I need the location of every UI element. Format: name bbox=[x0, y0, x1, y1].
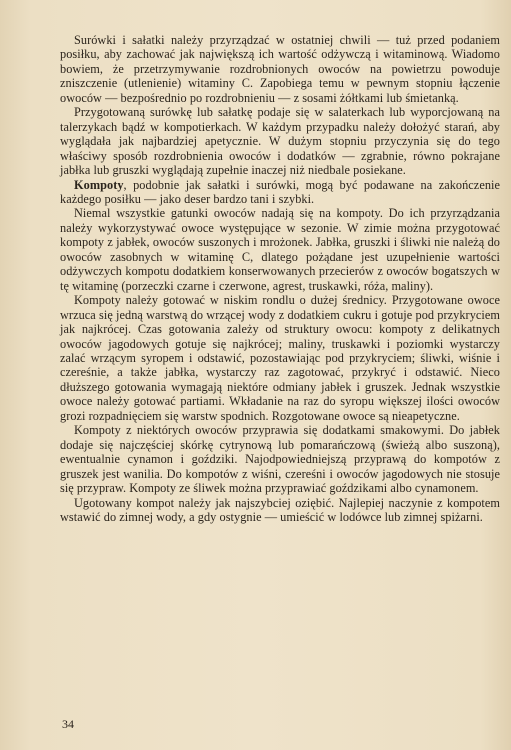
paragraph-3 bbox=[60, 178, 500, 207]
page-number: 34 bbox=[62, 717, 74, 731]
paragraph-1-text: Surówki i sałatki należy przyrządzać w ostatniej chwili — tuż przed podaniem posiłku, aby zachować jak największą ich wartość odżywczą i witaminową. Wiadomo bowiem, że przetrzymywanie rozdrobnionych owoców na powietrzu powoduje zniszczenie (utlenienie) witaminy C. Zapobiega temu w pewnym stopniu łączenie owoców — bezpośrednio po rozdrobnieniu — z sosami żółtkami lub śmietanką. bbox=[60, 33, 500, 105]
paragraph-7-text: Ugotowany kompot należy jak najszybciej oziębić. Najlepiej naczynie z kompotem wstawić do zimnej wody, a gdy ostygnie — umieścić w lodówce lub zimnej spiżarni. bbox=[60, 495, 500, 524]
paragraph-1 bbox=[60, 33, 500, 105]
paragraph-3-text: , podobnie jak sałatki i surówki, mogą być podawane na zakończenie każdego posiłku — jako deser bardzo tani i szybki. bbox=[60, 177, 500, 206]
paragraph-3-lead: Kompoty bbox=[74, 177, 124, 192]
paragraph-5 bbox=[60, 293, 500, 423]
paragraph-5-text: Kompoty należy gotować w niskim rondlu o dużej średnicy. Przygotowane owoce wrzuca się jedną warstwą do wrzącej wody z dodatkiem cukru i gotuje pod przykryciem jak najkrócej. Czas gotowania zależy od struktury owocu: kompoty z delikatnych owoców jagodowych gotuje się najkrócej; maliny, truskawki i poziomki wystarczy zalać wrzącym syropem i odstawić, pozostawiając pod przykryciem; śliwki, wiśnie i czereśnie, a także jabłka, wystarczy raz zagotować, przykryć i odstawić. Nieco dłuższego gotowania wymagają niektóre odmiany jabłek i gruszek. Jednak wszystkie owoce należy gotować partiami. Wkładanie na raz do syropu większej ilości owoców grozi rozpadnięciem się warstw spodnich. Rozgotowane owoce są nieapetyczne. bbox=[60, 293, 500, 423]
paragraph-6-text: Kompoty z niektórych owoców przyprawia się dodatkami smakowymi. Do jabłek dodaje się najczęściej skórkę cytrynową lub pomarańczową (świeżą albo suszoną), ewentualnie cynamon i goździki. Najodpowiedniejszą przyprawą do kompotów z gruszek jest wanilia. Do kompotów z wiśni, czereśni i owoców jagodowych nie stosuje się przypraw. Kompoty ze śliwek można przyprawiać goździkami albo cynamonem. bbox=[60, 423, 500, 496]
paragraph-2-text: Przygotowaną surówkę lub sałatkę podaje się w salaterkach lub wyporcjowaną na talerzykach bądź w kompotierkach. W każdym przypadku należy dołożyć starań, aby wyglądała jak najbardziej apetycznie. W dużym stopniu przyczynia się do tego właściwy sposób rozdrobnienia owoców i dodatków — zgrabnie, równo pokrajane jabłka lub gruszki wyglądają zupełnie inaczej niż niedbale posiekane. bbox=[60, 105, 500, 178]
paragraph-4 bbox=[60, 206, 500, 293]
paragraph-4-text: Niemal wszystkie gatunki owoców nadają się na kompoty. Do ich przyrządzania należy wykorzystywać owoce występujące w sezonie. W zimie można przygotować kompoty z jabłek, owoców suszonych i mrożonek. Jabłka, gruszki i śliwki nie należą do owoców zasobnych w witaminę C, dlatego pożądane jest uzupełnienie wartości odżywczych kompotu dodatkiem konserwowanych przecierów z owoców bogatszych w tę witaminę (porzeczki czarne i czerwone, agrest, truskawki, róża, maliny). bbox=[60, 206, 500, 293]
paragraph-2 bbox=[60, 105, 500, 177]
page-body-text bbox=[60, 33, 500, 524]
paragraph-7 bbox=[60, 496, 500, 525]
paragraph-6 bbox=[60, 423, 500, 495]
